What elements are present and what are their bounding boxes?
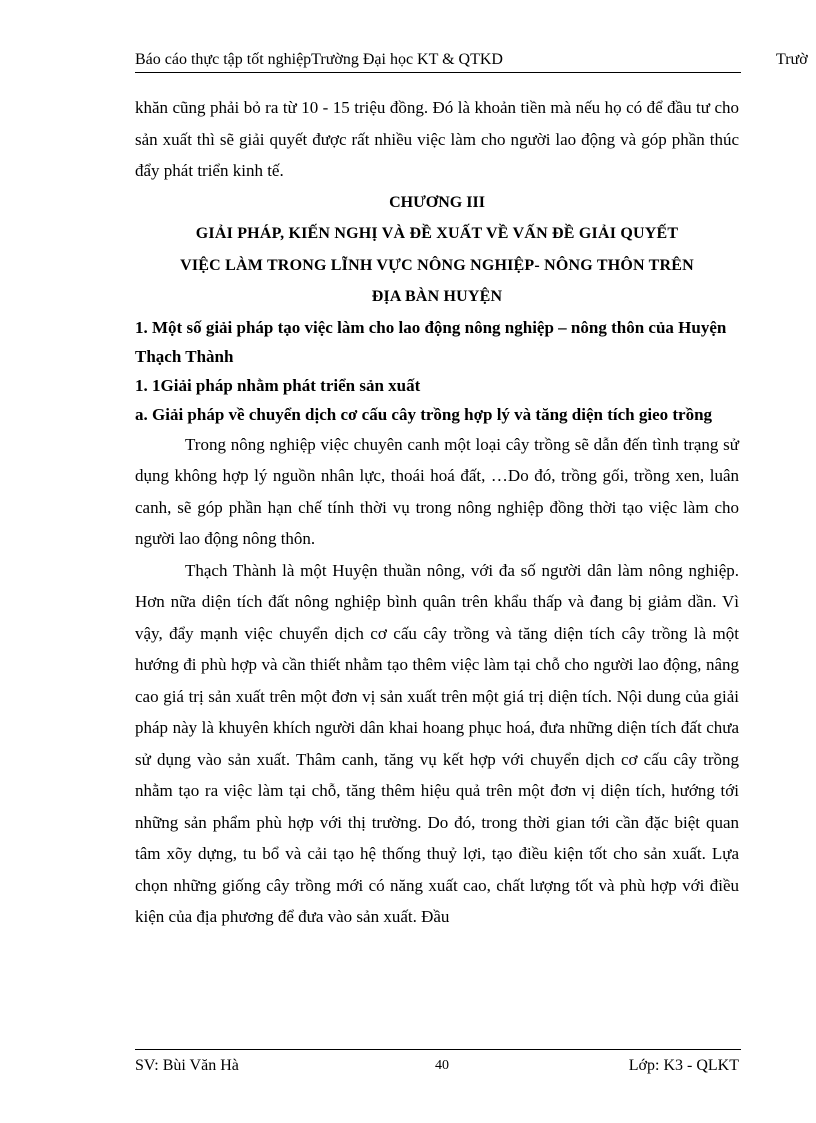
paragraph-intro: khăn cũng phải bỏ ra từ 10 - 15 triệu đồng. Đó là khoản tiền mà nếu họ có để đầu tư cho sản xuất thì sẽ giải quyết được rất nhiều việc làm cho người lao động và góp phần thúc đẩy phát triển kinh tế.: [135, 98, 739, 180]
chapter-title-line-2: VIỆC LÀM TRONG LĨNH VỰC NÔNG NGHIỆP- NÔNG THÔN TRÊN: [180, 256, 694, 274]
chapter-label: CHƯƠNG III: [389, 193, 485, 211]
footer-student: SV: Bùi Văn Hà: [135, 1057, 239, 1074]
page-number: 40: [435, 1058, 449, 1073]
document-body: [135, 92, 739, 933]
chapter-title-line-3: ĐỊA BÀN HUYỆN: [371, 288, 503, 305]
section-heading-1: 1. Một số giải pháp tạo việc làm cho lao động nông nghiệp – nông thôn của Huyện Thạch Thành: [135, 317, 727, 366]
header-title: Báo cáo thực tập tốt nghiệpTrường Đại học KT & QTKD: [135, 51, 503, 68]
footer-class: Lớp: K3 - QLKT: [628, 1057, 739, 1074]
paragraph-crop-rotation: Trong nông nghiệp việc chuyên canh một loại cây trồng sẽ dẫn đến tình trạng sử dụng không hợp lý nguồn nhân lực, thoái hoá đất, …Do đó, trồng gối, trồng xen, luân canh, sẽ góp phần hạn chế tính thời vụ trong nông nghiệp đồng thời tạo việc làm cho người lao động nông thôn.: [135, 434, 739, 548]
footer-divider: [135, 1049, 741, 1050]
section-heading-a: a. Giải pháp về chuyển dịch cơ cấu cây trồng hợp lý và tăng diện tích gieo trồng: [135, 404, 713, 424]
chapter-title-line-1: GIẢI PHÁP, KIẾN NGHỊ VÀ ĐỀ XUẤT VỀ VẤN ĐỀ GIẢI QUYẾT: [195, 225, 679, 242]
page-header: [135, 50, 741, 73]
section-heading-1-1: 1. 1Giải pháp nhằm phát triển sản xuất: [135, 375, 421, 395]
paragraph-thach-thanh: Thạch Thành là một Huyện thuần nông, với đa số người dân làm nông nghiệp. Hơn nữa diện tích đất nông nghiệp bình quân trên khẩu thấp và đang bị giảm dần. Vì vậy, đẩy mạnh việc chuyển dịch cơ cấu cây trồng và tăng diện tích cây trồng là một hướng đi phù hợp và cần thiết nhằm tạo thêm việc làm tại chỗ cho người lao động, nâng cao giá trị sản xuất trên một đơn vị sản xuất trên một giá trị diện tích. Nội dung của giải pháp này là khuyên khích người dân khai hoang phục hoá, đưa những diện tích đất chưa sử dụng vào sản xuất. Thâm canh, tăng vụ kết hợp với chuyển dịch cơ cấu cây trồng nhằm tạo ra việc làm tại chỗ, tăng thêm hiệu quả trên một đơn vị diện tích, hướng tới những sản phẩm phù hợp với thị trường. Do đó, trong thời gian tới cần đặc biệt quan tâm xõy dựng, tu bổ và cải tạo hệ thống thuỷ lợi, tạo điều kiện tốt cho sản xuất. Lựa chọn những giống cây trồng mới có năng xuất cao, chất lượng tốt và phù hợp với điều kiện của địa phương để đưa vào sản xuất. Đầu: [135, 560, 739, 926]
header-overflow-text: Trườ: [776, 51, 808, 68]
